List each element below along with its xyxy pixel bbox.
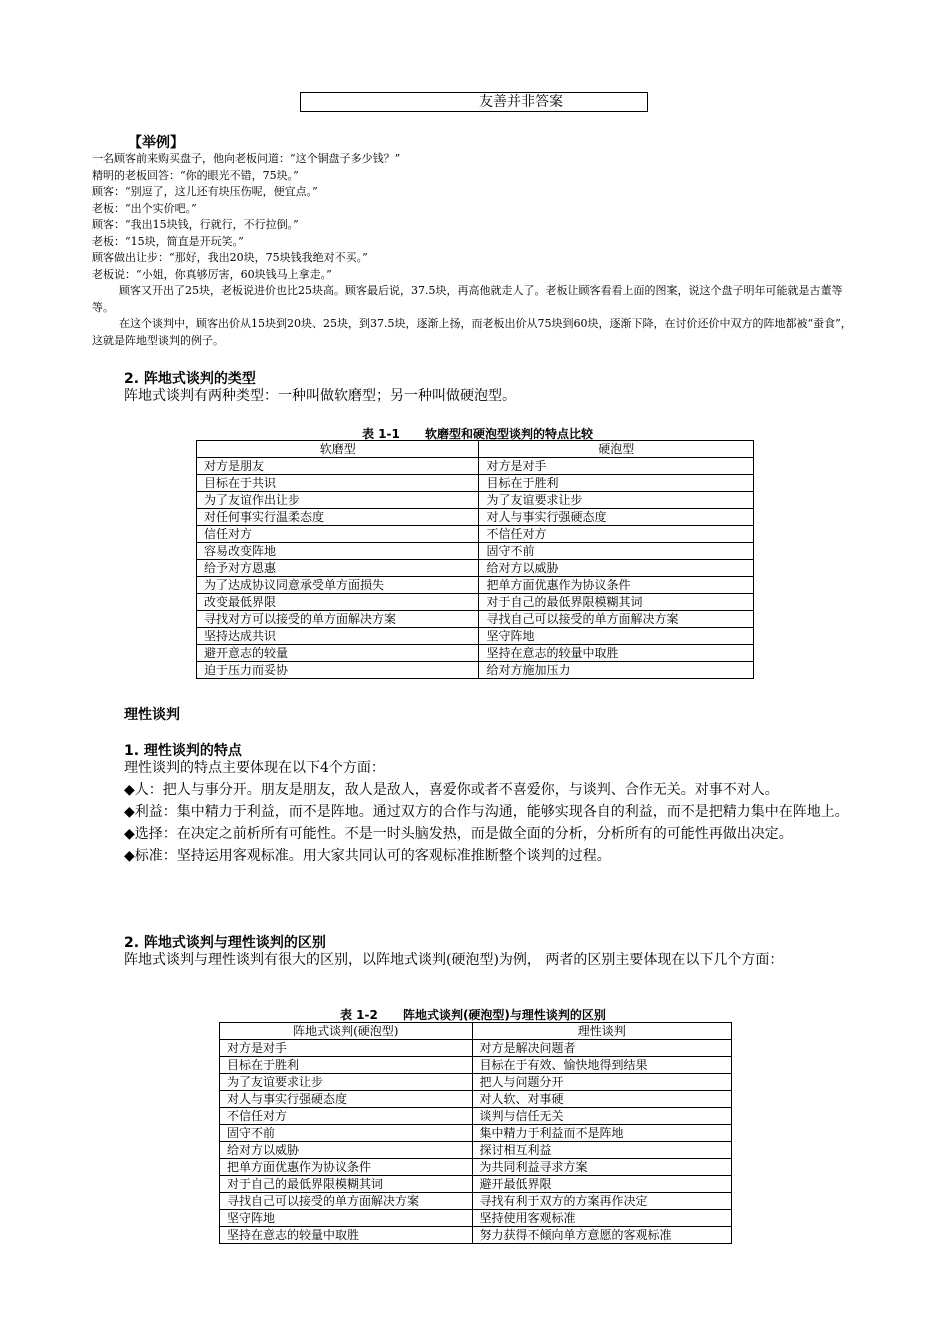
table1-row (197, 577, 754, 594)
table2-cell: 坚持使用客观标准 (472, 1210, 731, 1227)
table1-row (197, 594, 754, 611)
table2-row (220, 1125, 732, 1142)
table1-row (197, 509, 754, 526)
table1-cell: 迫于压力而妥协 (197, 662, 479, 679)
section-heading-types: 2. 阵地式谈判的类型 (124, 371, 256, 387)
table1-cell: 改变最低界限 (197, 594, 479, 611)
table1-cell: 寻找对方可以接受的单方面解决方案 (197, 611, 479, 628)
table2-caption-no: 表 1-2 (340, 1008, 378, 1022)
table2-cell: 把单方面优惠作为协议条件 (220, 1159, 473, 1176)
table1-header-cell: 软磨型 (197, 441, 479, 458)
section-heading-difference: 2. 阵地式谈判与理性谈判的区别 (124, 935, 326, 951)
table2-cell: 努力获得不倾向单方意愿的客观标准 (472, 1227, 731, 1244)
table1-row (197, 662, 754, 679)
table1-cell: 容易改变阵地 (197, 543, 479, 560)
table1-cell: 对于自己的最低界限模糊其词 (479, 594, 754, 611)
example-paragraph: 顾客又开出了25块，老板说进价也比25块高。顾客最后说，37.5块，再高他就走人了。老板让顾客看看上面的图案，说这个盘子明年可能就是古董等等。 (92, 284, 843, 314)
table1 (196, 440, 754, 679)
table2-cell: 给对方以威胁 (220, 1142, 473, 1159)
rational-bullet: ◆利益：集中精力于利益，而不是阵地。通过双方的合作与沟通，能够实现各自的利益，而不是把精力集中在阵地上。 (124, 804, 849, 820)
table1-cell: 对方是朋友 (197, 458, 479, 475)
table1-header-cell: 硬泡型 (479, 441, 754, 458)
table2-row (220, 1040, 732, 1057)
table1-caption-title: 软磨型和硬泡型谈判的特点比较 (424, 427, 593, 441)
table2-row (220, 1159, 732, 1176)
table2-cell: 固守不前 (220, 1125, 473, 1142)
rational-bullet: ◆标准：坚持运用客观标准。用大家共同认可的客观标准推断整个谈判的过程。 (124, 848, 611, 864)
table2-cell: 坚持在意志的较量中取胜 (220, 1227, 473, 1244)
example-line: 老板：“15块，简直是开玩笑。” (92, 234, 244, 248)
rational-features-text (92, 757, 862, 867)
table2-header-cell: 阵地式谈判(硬泡型) (220, 1023, 473, 1040)
table2-row (220, 1074, 732, 1091)
table2-cell: 不信任对方 (220, 1108, 473, 1125)
table1-cell: 不信任对方 (479, 526, 754, 543)
table1-cell: 坚持在意志的较量中取胜 (479, 645, 754, 662)
table1-row (197, 628, 754, 645)
table2-row (220, 1210, 732, 1227)
example-line: 顾客：“别逗了，这儿还有块压伤呢，便宜点。” (92, 185, 318, 198)
table1-cell: 避开意志的较量 (197, 645, 479, 662)
example-line: 顾客：“我出15块钱，行就行，不行拉倒。” (92, 218, 299, 231)
table1-cell: 给对方施加压力 (479, 662, 754, 679)
example-block (92, 151, 862, 349)
types-text: 阵地式谈判有两种类型：一种叫做软磨型；另一种叫做硬泡型。 (124, 388, 516, 404)
example-line: 一名顾客前来购买盘子，他向老板问道：“这个铜盘子多少钱？” (92, 152, 401, 165)
rational-intro: 理性谈判的特点主要体现在以下4个方面： (124, 760, 385, 776)
table1-cell: 为了友谊要求让步 (479, 492, 754, 509)
table1-cell: 坚守阵地 (479, 628, 754, 645)
page-title: 友善并非答案 (479, 94, 563, 110)
table1-cell: 给予对方恩惠 (197, 560, 479, 577)
table1-row (197, 560, 754, 577)
table1-cell: 寻找自己可以接受的单方面解决方案 (479, 611, 754, 628)
table1-cell: 给对方以威胁 (479, 560, 754, 577)
table2-cell: 目标在于有效、愉快地得到结果 (472, 1057, 731, 1074)
table2-cell: 谈判与信任无关 (472, 1108, 731, 1125)
example-line: 精明的老板回答：“你的眼光不错，75块。” (92, 168, 299, 182)
table1-cell: 信任对方 (197, 526, 479, 543)
table2-row (220, 1108, 732, 1125)
title-box (300, 92, 648, 112)
table2 (219, 1022, 732, 1244)
section-heading-rational-features: 1. 理性谈判的特点 (124, 743, 242, 759)
table2-header-cell: 理性谈判 (472, 1023, 731, 1040)
table2-header-row (220, 1023, 732, 1040)
table1-cell: 对方是对手 (479, 458, 754, 475)
rational-bullet: ◆选择：在决定之前析所有可能性。不是一时头脑发热，而是做全面的分析，分析所有的可能性再做出决定。 (124, 826, 793, 842)
table2-row (220, 1227, 732, 1244)
table2-cell: 集中精力于利益而不是阵地 (472, 1125, 731, 1142)
table2-row (220, 1057, 732, 1074)
table1-header-row (197, 441, 754, 458)
table2-row (220, 1193, 732, 1210)
table2-cell: 为了友谊要求让步 (220, 1074, 473, 1091)
rational-bullet: ◆人：把人与事分开。朋友是朋友，敌人是敌人，喜爱你或者不喜爱你，与谈判、合作无关。对事不对人。 (124, 782, 779, 798)
example-heading: 【举例】 (128, 135, 184, 151)
example-line: 顾客做出让步：“那好，我出20块，75块钱我绝对不买。” (92, 251, 368, 264)
table2-cell: 探讨相互利益 (472, 1142, 731, 1159)
table2-row (220, 1142, 732, 1159)
table1-cell: 对任何事实行温柔态度 (197, 509, 479, 526)
table2-cell: 对方是对手 (220, 1040, 473, 1057)
example-line: 老板说：“小姐，你真够厉害，60块钱马上拿走。” (92, 267, 332, 281)
table2-caption (340, 1006, 606, 1023)
table1-row (197, 543, 754, 560)
table1-row (197, 611, 754, 628)
table2-cell: 寻找有利于双方的方案再作决定 (472, 1193, 731, 1210)
table1-row (197, 645, 754, 662)
section-text-types (92, 385, 862, 407)
table2-cell: 坚守阵地 (220, 1210, 473, 1227)
table1-row (197, 475, 754, 492)
table2-row (220, 1176, 732, 1193)
table1-cell: 目标在于胜利 (479, 475, 754, 492)
table1-cell: 固守不前 (479, 543, 754, 560)
table1-cell: 为了达成协议同意承受单方面损失 (197, 577, 479, 594)
table2-cell: 为共同利益寻求方案 (472, 1159, 731, 1176)
table2-cell: 把人与问题分开 (472, 1074, 731, 1091)
difference-text: 阵地式谈判与理性谈判有很大的区别，以阵地式谈判(硬泡型)为例， 两者的区别主要体现在以下几个方面： (124, 952, 784, 968)
table2-caption-title: 阵地式谈判(硬泡型)与理性谈判的区别 (402, 1008, 606, 1022)
table1-cell: 目标在于共识 (197, 475, 479, 492)
difference-text-block (92, 949, 862, 971)
table2-cell: 对人与事实行强硬态度 (220, 1091, 473, 1108)
table1-cell: 为了友谊作出让步 (197, 492, 479, 509)
table1-row (197, 492, 754, 509)
table2-cell: 对人软、对事硬 (472, 1091, 731, 1108)
table2-cell: 对方是解决问题者 (472, 1040, 731, 1057)
table2-cell: 寻找自己可以接受的单方面解决方案 (220, 1193, 473, 1210)
table1-row (197, 526, 754, 543)
table1-row (197, 458, 754, 475)
table1-cell: 把单方面优惠作为协议条件 (479, 577, 754, 594)
example-paragraph: 在这个谈判中，顾客出价从15块到20块、25块，到37.5块，逐渐上扬，而老板出价从75块到60块，逐渐下降，在讨价还价中双方的阵地都被“蚕食”，这就是阵地型谈判的例子。 (92, 317, 852, 347)
table1-cell: 对人与事实行强硬态度 (479, 509, 754, 526)
section-heading-rational: 理性谈判 (124, 707, 180, 723)
table1-cell: 坚持达成共识 (197, 628, 479, 645)
example-line: 老板：“出个实价吧。” (92, 201, 197, 215)
table2-row (220, 1091, 732, 1108)
table2-cell: 目标在于胜利 (220, 1057, 473, 1074)
table2-cell: 对于自己的最低界限模糊其词 (220, 1176, 473, 1193)
table1-caption-no: 表 1-1 (362, 427, 400, 441)
table2-cell: 避开最低界限 (472, 1176, 731, 1193)
